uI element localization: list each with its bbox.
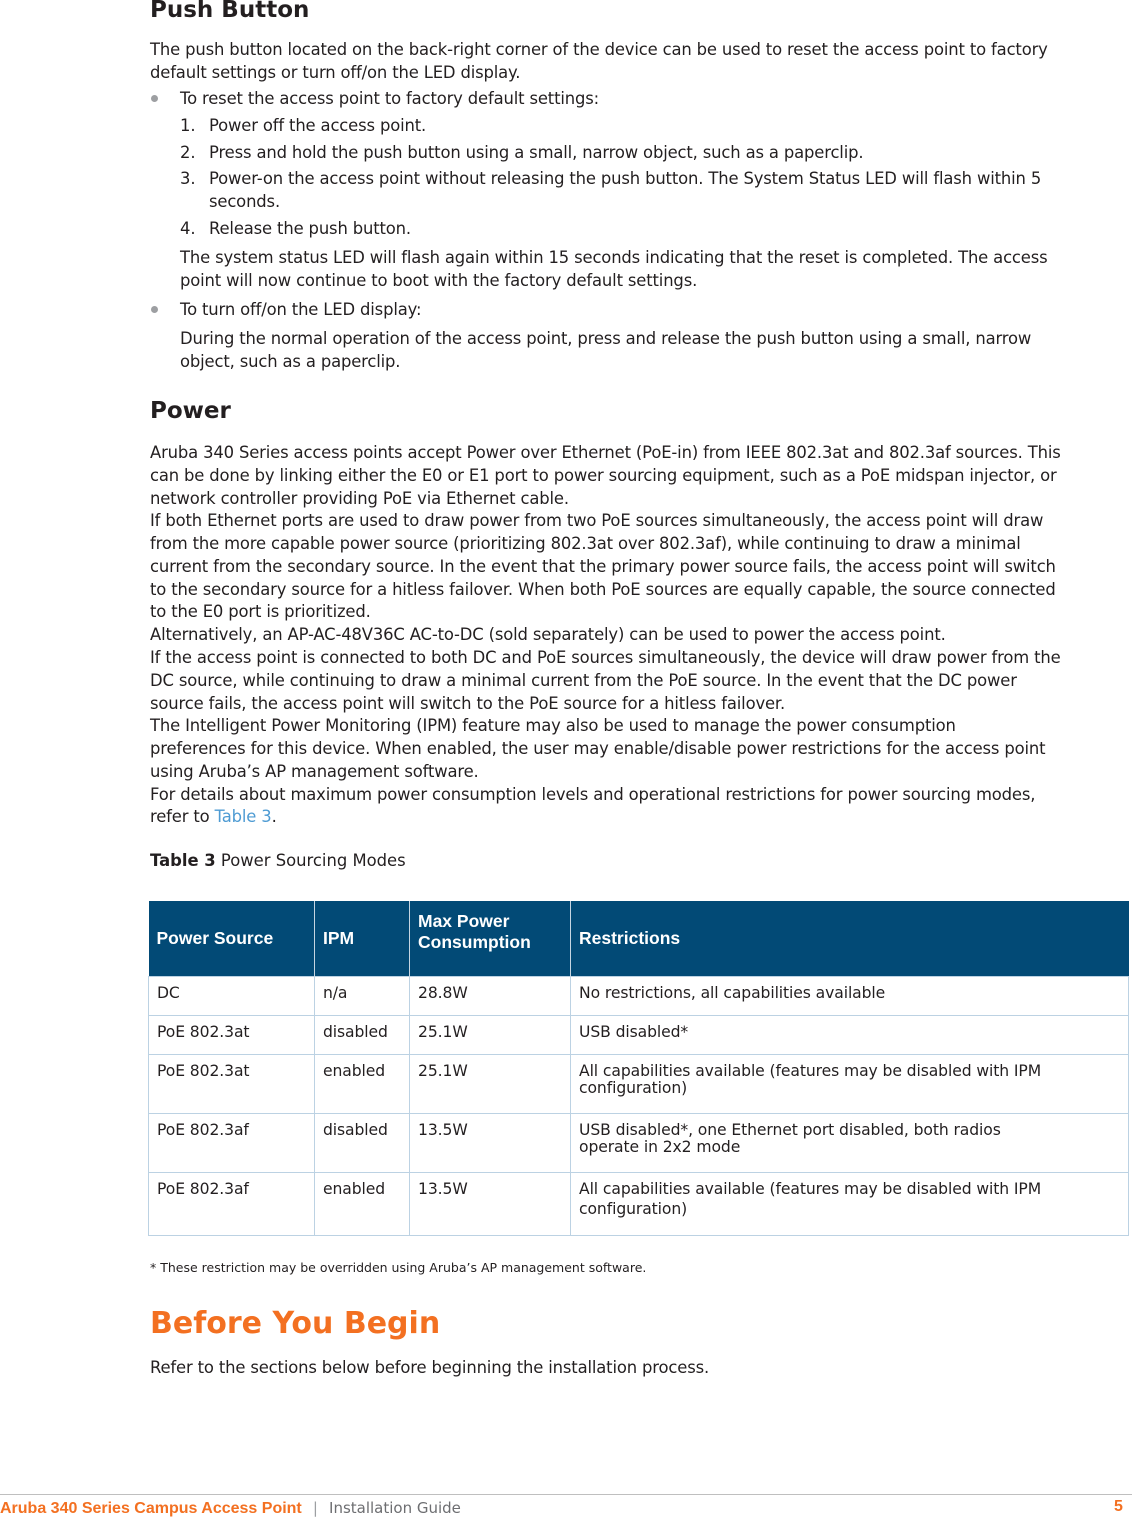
cell-ipm: enabled (315, 1055, 410, 1114)
power-line-4: If both Ethernet ports are used to draw power from two PoE sources simultaneously, the access point will draw (150, 511, 1044, 530)
table-footnote: * These restriction may be overridden using Aruba’s AP management software. (150, 1260, 647, 1275)
power-refer-line (150, 805, 277, 828)
push-button-intro-line-1: The push button located on the back-right corner of the device can be used to reset the access point to factory (150, 40, 1048, 59)
power-line-6: current from the secondary source. In the event that the primary power source fails, the access point will switch (150, 557, 1056, 576)
step-text: Power off the access point. (209, 116, 427, 135)
power-line-15: using Aruba’s AP management software. (150, 762, 479, 781)
power-line-13: The Intelligent Power Monitoring (IPM) feature may also be used to manage the power consumption (150, 716, 956, 735)
table-row (149, 1114, 1129, 1173)
table-row (149, 1173, 1129, 1236)
restriction-line-1: All capabilities available (features may be disabled with IPM (579, 1062, 1042, 1080)
table-caption (150, 851, 406, 870)
refer-suffix: . (271, 807, 277, 826)
reset-note-line-2: point will now continue to boot with the factory default settings. (180, 271, 698, 290)
footer-divider (0, 1494, 1132, 1495)
cell-power-source: PoE 802.3af (149, 1114, 315, 1173)
cell-power-source: PoE 802.3af (149, 1173, 315, 1236)
cell-max-power: 25.1W (410, 1055, 571, 1114)
header-max-power-line-1: Max Power (418, 911, 510, 931)
cell-max-power: 13.5W (410, 1114, 571, 1173)
led-note-line-1: During the normal operation of the access point, press and release the push button using a small, narrow (180, 329, 1032, 348)
power-line-5: from the more capable power source (prioritizing 802.3at over 802.3af), while continuing to draw a minimal (150, 534, 1021, 553)
bullet-led-label: To turn off/on the LED display: (180, 300, 422, 319)
cell-max-power: 28.8W (410, 977, 571, 1016)
cell-restrictions (571, 1173, 1129, 1236)
footer-separator: | (312, 1499, 318, 1517)
power-line-8: to the E0 port is prioritized. (150, 602, 371, 621)
power-heading: Power (150, 398, 231, 424)
footer-guide-title: Installation Guide (329, 1499, 461, 1517)
power-sourcing-modes-table (148, 901, 1129, 1236)
power-line-1: Aruba 340 Series access points accept Power over Ethernet (PoE-in) from IEEE 802.3at and 802.3af sources. This (150, 443, 1061, 462)
push-button-heading: Push Button (150, 0, 310, 23)
step-text-continued: seconds. (209, 192, 281, 211)
header-max-power-line-2: Consumption (418, 932, 531, 952)
step-text: Release the push button. (209, 219, 411, 238)
header-max-power (410, 901, 571, 977)
push-button-intro-line-2: default settings or turn off/on the LED display. (150, 63, 521, 82)
before-you-begin-heading: Before You Begin (150, 1306, 441, 1341)
step-number: 1. (180, 116, 196, 135)
step-number: 3. (180, 169, 196, 188)
restriction-line-1: All capabilities available (features may be disabled with IPM (579, 1180, 1042, 1198)
power-line-16: For details about maximum power consumption levels and operational restrictions for power sourcing modes, (150, 785, 1036, 804)
cell-ipm: disabled (315, 1114, 410, 1173)
footer-page-number: 5 (1114, 1498, 1123, 1515)
restriction-line-2: configuration) (579, 1200, 688, 1218)
table-row (149, 977, 1129, 1016)
cell-ipm: enabled (315, 1173, 410, 1236)
cell-restrictions: No restrictions, all capabilities available (571, 977, 1129, 1016)
step-number: 4. (180, 219, 196, 238)
restriction-line-2: operate in 2x2 mode (579, 1138, 741, 1156)
power-line-12: source fails, the access point will switch to the PoE source for a hitless failover. (150, 694, 786, 713)
cell-restrictions: USB disabled* (571, 1016, 1129, 1055)
reset-note-line-1: The system status LED will flash again within 15 seconds indicating that the reset is completed. The access (180, 248, 1048, 267)
power-line-2: can be done by linking either the E0 or E1 port to power sourcing equipment, such as a PoE midspan injector, or (150, 466, 1057, 485)
power-line-10: If the access point is connected to both DC and PoE sources simultaneously, the device will draw power from the (150, 648, 1061, 667)
table-caption-label: Table 3 (150, 851, 216, 870)
table-header-row (149, 901, 1129, 977)
restriction-line-2: configuration) (579, 1079, 688, 1097)
bullet-reset-label: To reset the access point to factory default settings: (180, 89, 600, 108)
step-number: 2. (180, 143, 196, 162)
before-you-begin-text: Refer to the sections below before beginning the installation process. (150, 1358, 710, 1377)
cell-power-source: PoE 802.3at (149, 1055, 315, 1114)
footer-product (0, 1500, 302, 1517)
header-restrictions: Restrictions (571, 901, 1129, 977)
cell-max-power: 13.5W (410, 1173, 571, 1236)
power-line-11: DC source, while continuing to draw a minimal current from the PoE source. In the event that the DC power (150, 671, 1017, 690)
bullet-dot (151, 306, 158, 313)
power-line-7: to the secondary source for a hitless failover. When both PoE sources are equally capable, the source connected (150, 580, 1056, 599)
table-3-link[interactable]: Table 3 (214, 807, 272, 826)
cell-restrictions (571, 1055, 1129, 1114)
cell-power-source: PoE 802.3at (149, 1016, 315, 1055)
bullet-dot (151, 95, 158, 102)
header-ipm: IPM (315, 901, 410, 977)
cell-power-source: DC (149, 977, 315, 1016)
restriction-line-1: USB disabled*, one Ethernet port disabled, both radios (579, 1121, 1001, 1139)
cell-ipm: disabled (315, 1016, 410, 1055)
table-row (149, 1016, 1129, 1055)
cell-restrictions (571, 1114, 1129, 1173)
power-line-14: preferences for this device. When enabled, the user may enable/disable power restrictions for the access point (150, 739, 1046, 758)
cell-ipm: n/a (315, 977, 410, 1016)
led-note-line-2: object, such as a paperclip. (180, 352, 401, 371)
step-text: Power-on the access point without releasing the push button. The System Status LED will flash within 5 (209, 169, 1042, 188)
footer-left (0, 1498, 461, 1518)
table-row (149, 1055, 1129, 1114)
step-text: Press and hold the push button using a small, narrow object, such as a paperclip. (209, 143, 864, 162)
power-line-9: Alternatively, an AP-AC-48V36C AC-to-DC (sold separately) can be used to power the access point. (150, 625, 946, 644)
refer-prefix: refer to (150, 807, 215, 826)
footer-product-name: Aruba 340 Series Campus Access Point (0, 1500, 302, 1517)
cell-max-power: 25.1W (410, 1016, 571, 1055)
header-power-source: Power Source (149, 901, 315, 977)
power-line-3: network controller providing PoE via Ethernet cable. (150, 489, 569, 508)
table-caption-text: Power Sourcing Modes (215, 851, 406, 870)
